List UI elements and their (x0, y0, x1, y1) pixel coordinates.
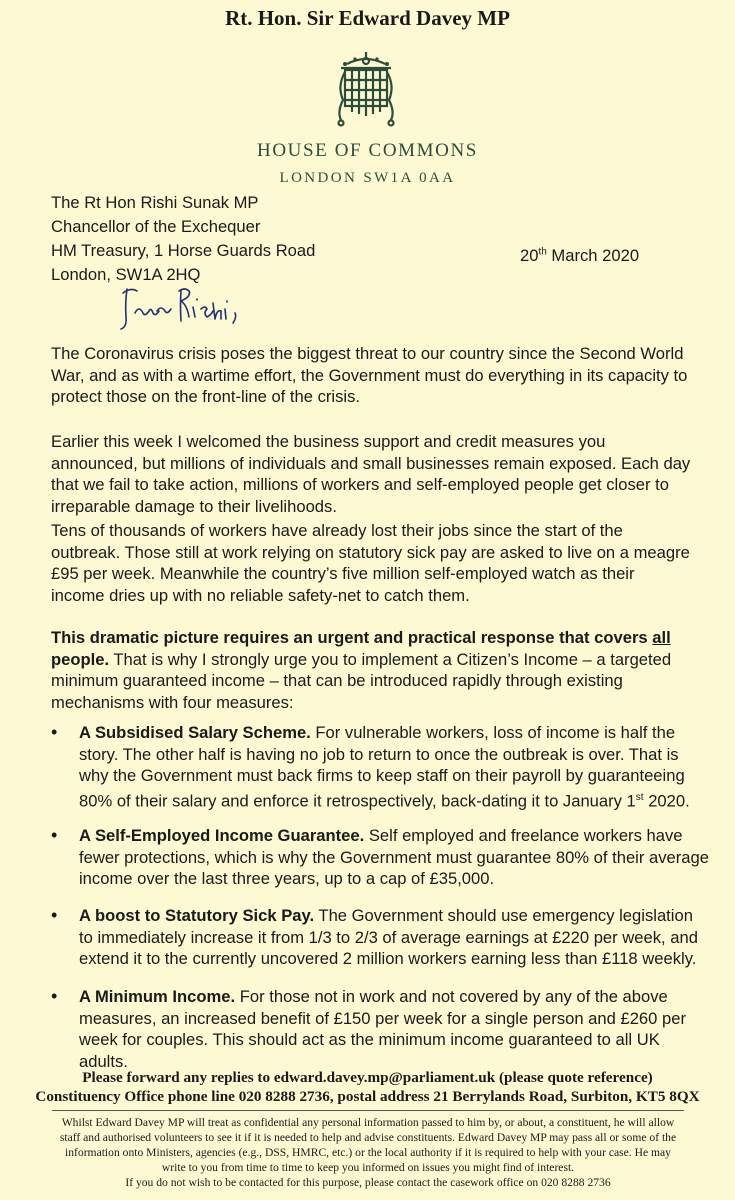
optout-text: If you do not wish to be contacted for this purpose, please contact the casework office on 020 8288 2736 (125, 1176, 611, 1189)
addressee-line: The Rt Hon Rishi Sunak MP (51, 193, 259, 212)
reply-email-line: Please forward any replies to edward.davey.mp@parliament.uk (please quote reference) (82, 1069, 653, 1086)
disclaimer-text: Whilst Edward Davey MP will treat as confidential any personal information passed to him by, or about, a constituent, he will allow staff and authorised volunteers to see it if it is needed to help and advise constituents. Edward Davey MP may pass all or some of the information onto Ministers, agencies (e.g., DSS, HMRC, etc.) or the local authority if it is required to help with your case. He may write to you from time to time to keep you informed on issues you might find of interest. (59, 1116, 677, 1174)
letter-date: 20th March 2020 (520, 246, 640, 265)
paragraph-3: Tens of thousands of workers have already lost their jobs since the start of the outbreak. Those still at work relying on statutory sick pay are asked to live on a meagre £95 per week. Meanwhile the country’s five million self-employed watch as their income dries up with no reliable safety-net to catch them. (51, 521, 690, 605)
privacy-disclaimer (52, 1115, 684, 1190)
mp-name-heading: Rt. Hon. Sir Edward Davey MP (225, 6, 510, 30)
paragraph-2: Earlier this week I welcomed the business support and credit measures you announced, but millions of individuals and small businesses remain exposed. Each day that we fail to take action, millions of workers and self-employed people get closer to irreparable damage to their livelihoods. (51, 432, 691, 516)
house-of-commons-title: HOUSE OF COMMONS (257, 140, 478, 161)
addressee-line: HM Treasury, 1 Horse Guards Road (51, 241, 316, 260)
addressee-line: Chancellor of the Exchequer (51, 217, 261, 236)
contact-footer (0, 1068, 735, 1106)
house-address: LONDON SW1A 0AA (279, 170, 456, 186)
addressee-block (51, 191, 315, 287)
paragraph-4: This dramatic picture requires an urgent and practical response that covers all people. That is why I strongly urge you to implement a Citizen’s Income – a targeted minimum guaranteed income – that can be introduced rapidly through existing mechanisms with four measures: (51, 628, 672, 712)
paragraph-1: The Coronavirus crisis poses the biggest threat to our country since the Second World War, and as with a wartime effort, the Government must do everything in its capacity to protect those on the front-line of the crisis. (51, 344, 688, 406)
footer-divider (52, 1110, 684, 1111)
constituency-office-line: Constituency Office phone line 020 8288 2736, postal address 21 Berrylands Road, Surbiton, KT5 8QX (35, 1088, 700, 1105)
portcullis-icon (333, 50, 399, 130)
salutation-handwritten (117, 283, 243, 339)
addressee-line: London, SW1A 2HQ (51, 265, 201, 284)
